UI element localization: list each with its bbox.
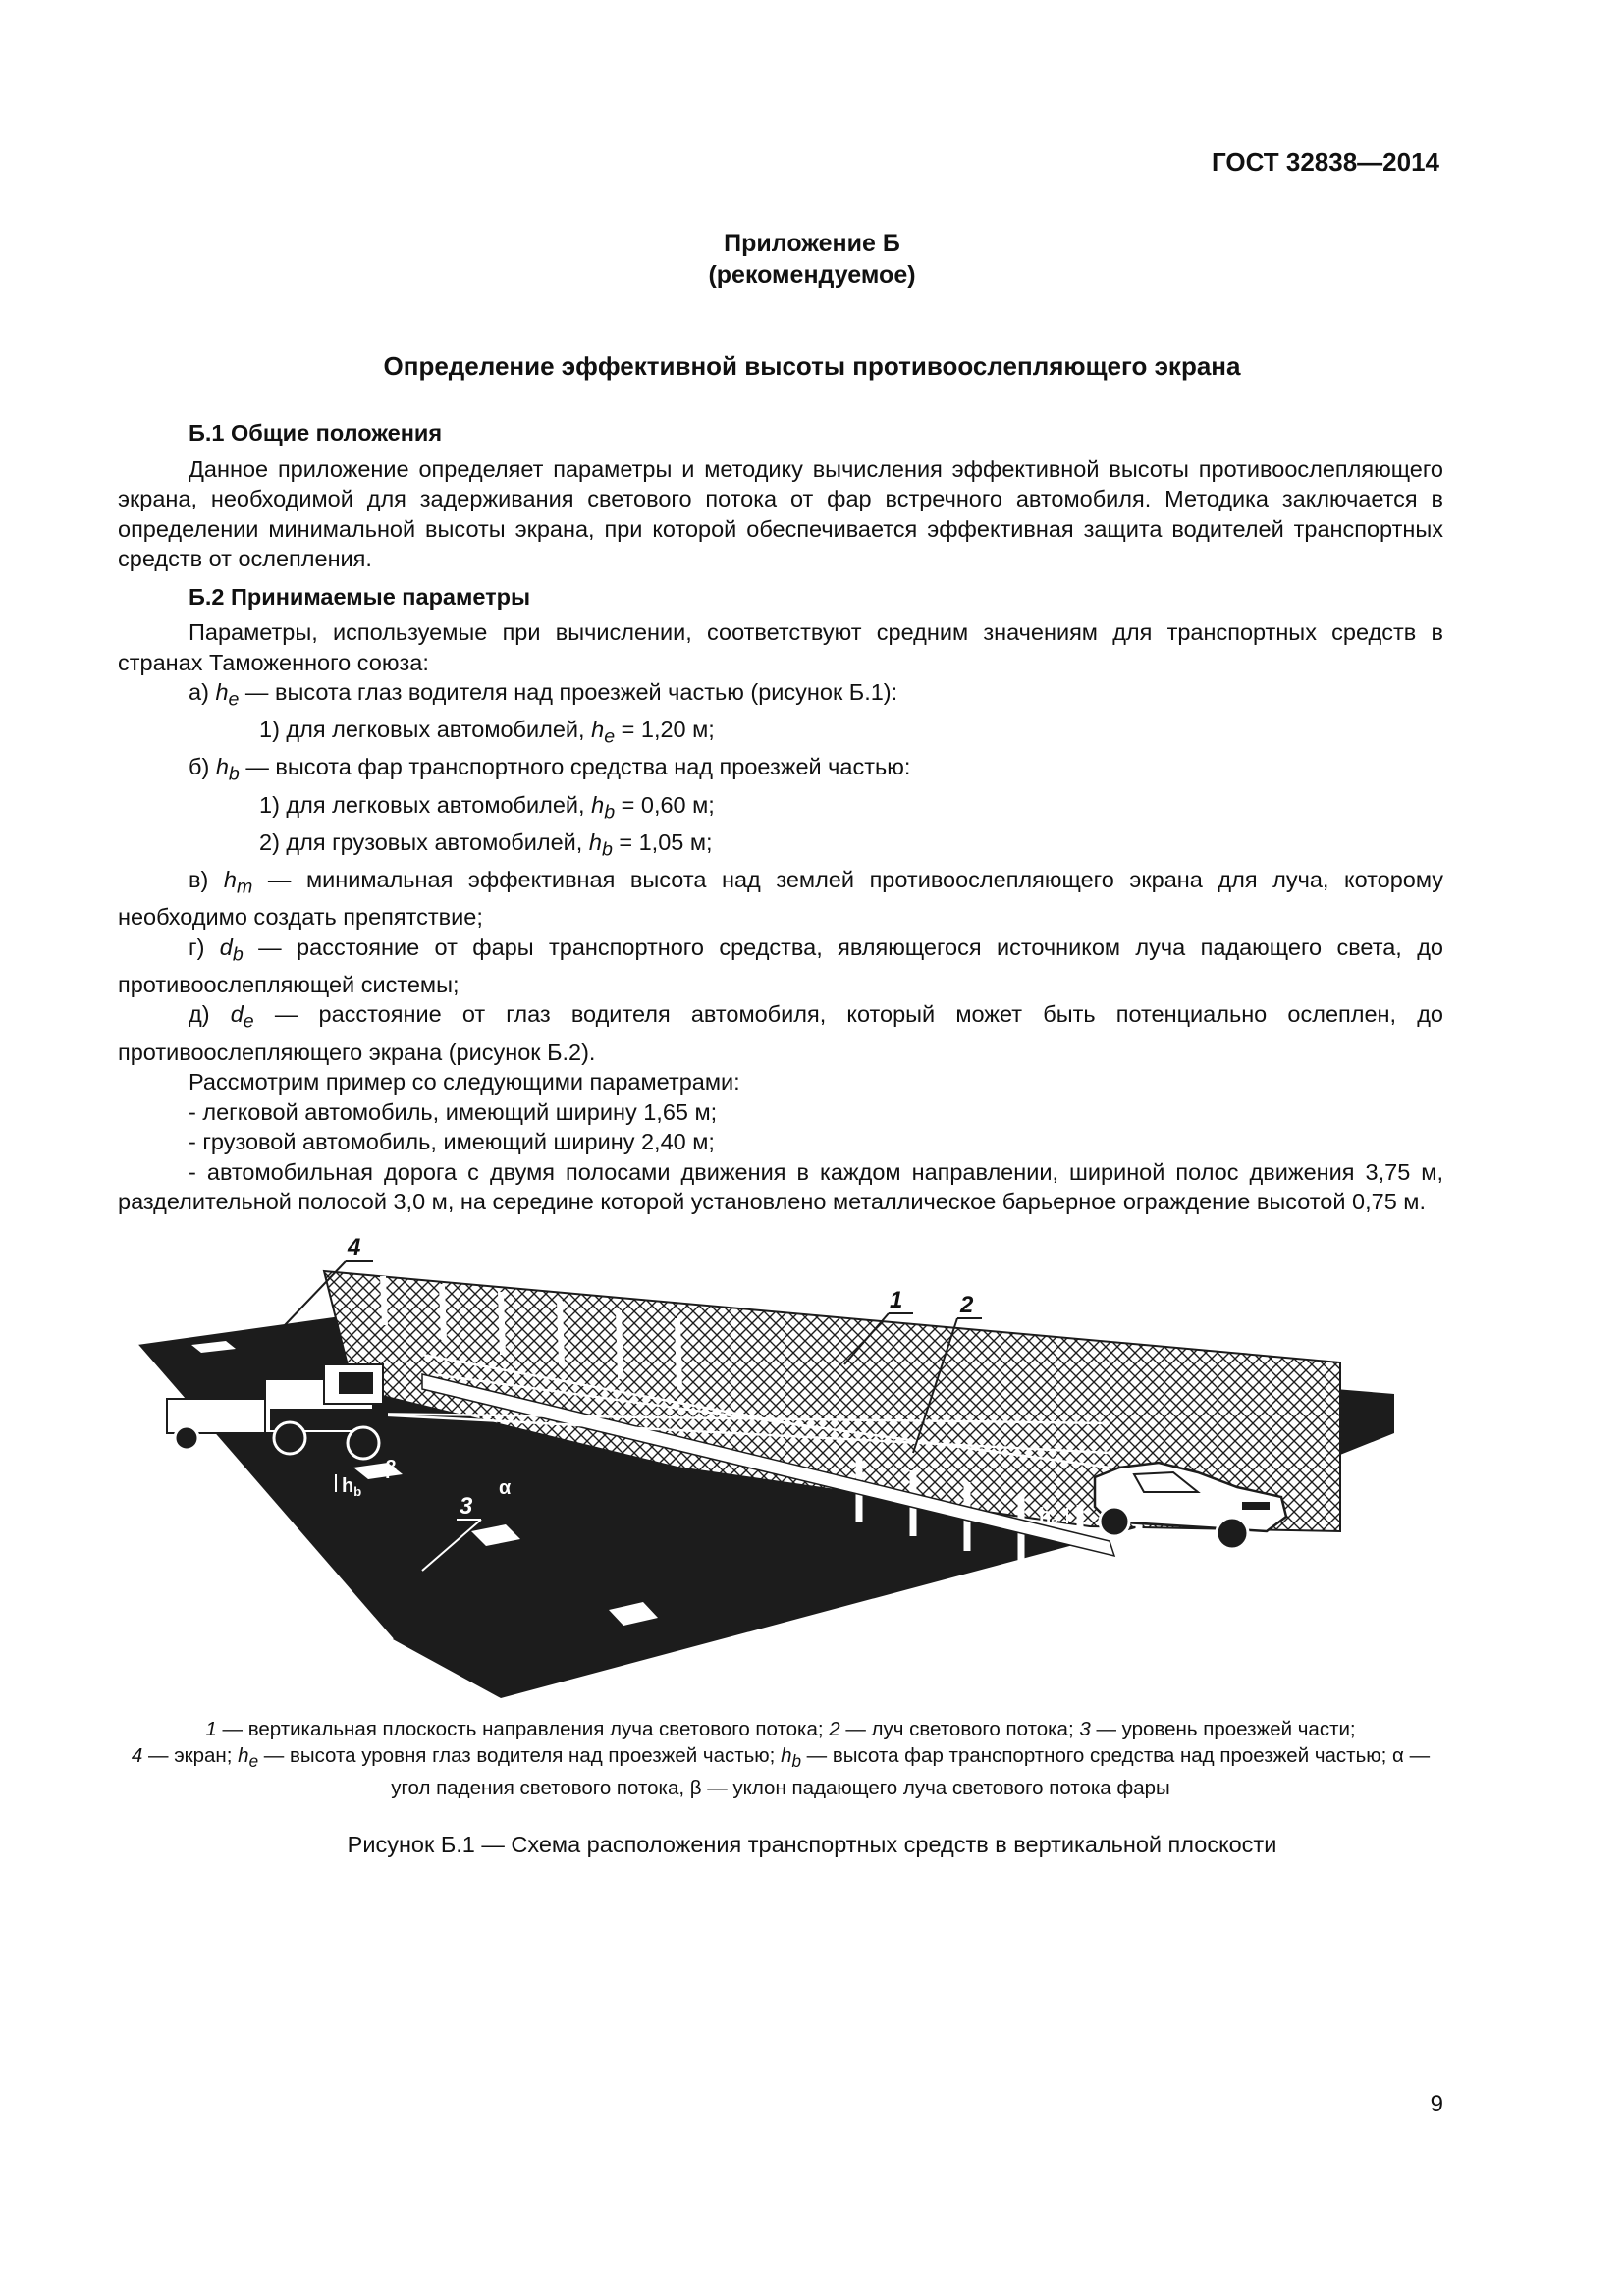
section-heading: Б.1 Общие положения bbox=[189, 420, 443, 446]
example-item: - легковой автомобиль, имеющий ширину 1,65 м; bbox=[189, 1098, 718, 1125]
appendix-status: (рекомендуемое) bbox=[708, 261, 916, 289]
label-beta: β bbox=[385, 1458, 398, 1479]
parameter-item: г) $d_b$ — расстояние от фары транспортного средства, являющегося источником луча падающего света, до противоослепляющей системы; bbox=[118, 934, 1443, 997]
appendix-title: Определение эффективной высоты противоослепляющего экрана bbox=[383, 351, 1241, 381]
figure-road-diagram bbox=[128, 1217, 1434, 1698]
label-he: $h_e$ bbox=[1039, 1505, 1058, 1528]
page-number: 9 bbox=[1430, 2091, 1443, 2117]
parameter-item: д) $d_e$ — расстояние от глаз водителя автомобиля, который может быть потенциально ослеплен, до противоослепляющего экрана (рисунок Б.2). bbox=[118, 1001, 1443, 1065]
appendix-name: Приложение Б bbox=[724, 230, 900, 257]
document-body bbox=[118, 412, 1443, 1217]
paragraph: Данное приложение определяет параметры и методику вычисления эффективной высоты противоослепляющего экрана, необходимой для задерживания светового потока от фар встречного автомобиля. Методика заключается в определении минимальной высоты экрана, при которой обеспечивается эффективная защита водителей транспортных средств от ослепления. bbox=[118, 455, 1443, 571]
label-alpha: α bbox=[499, 1477, 512, 1499]
parameter-item: в) $h_m$ — минимальная эффективная высота над землей противоослепляющего экрана для луча, которому необходимо создать препятствие; bbox=[118, 866, 1443, 931]
example-item: - грузовой автомобиль, имеющий ширину 2,40 м; bbox=[189, 1129, 715, 1154]
parameter-item: 1) для легковых автомобилей, $h_b = 0,60$ м; bbox=[259, 791, 715, 824]
parameter-item: б) $h_b$ — высота фар транспортного средства над проезжей частью: bbox=[189, 754, 911, 786]
parameter-item: 1) для легковых автомобилей, $h_e = 1,20$ м; bbox=[259, 717, 715, 748]
label-2: 2 bbox=[960, 1292, 974, 1318]
document-id: ГОСТ 32838—2014 bbox=[1212, 147, 1439, 177]
label-hb: $h_b$ bbox=[342, 1475, 362, 1499]
parameter-item: 2) для грузовых автомобилей, $h_b = 1,05$ м; bbox=[259, 828, 713, 861]
figure-title: Рисунок Б.1 — Схема расположения транспортных средств в вертикальной плоскости bbox=[347, 1832, 1277, 1857]
appendix-heading bbox=[0, 228, 1624, 291]
label-1: 1 bbox=[890, 1287, 903, 1313]
label-4: 4 bbox=[348, 1234, 361, 1260]
section-heading: Б.2 Принимаемые параметры bbox=[189, 583, 531, 610]
figure-legend: 1 — вертикальная плоскость направления луча светового потока; 2 — луч светового потока; 3 — уровень проезжей части; 4 — экран; $h_e$ — высота уровня глаз водителя над проезжей частью; $h_b$ — высота фар транспортного средства над проезжей частью; α — угол падения светового потока, β — уклон падающего луча светового потока фары bbox=[131, 1718, 1431, 1800]
example-item: - автомобильная дорога с двумя полосами движения в каждом направлении, шириной полос движения 3,75 м, разделительной полосой 3,0 м, на середине которой установлено металлическое барьерное ограждение высотой 0,75 м. bbox=[118, 1158, 1443, 1214]
parameter-item: а) $h_e$ — высота глаз водителя над проезжей частью (рисунок Б.1): bbox=[189, 679, 898, 711]
label-3: 3 bbox=[460, 1493, 473, 1520]
paragraph: Рассмотрим пример со следующими параметрами: bbox=[189, 1069, 740, 1095]
paragraph: Параметры, используемые при вычислении, соответствуют средним значениям для транспортных средств в странах Таможенного союза: bbox=[118, 619, 1443, 675]
